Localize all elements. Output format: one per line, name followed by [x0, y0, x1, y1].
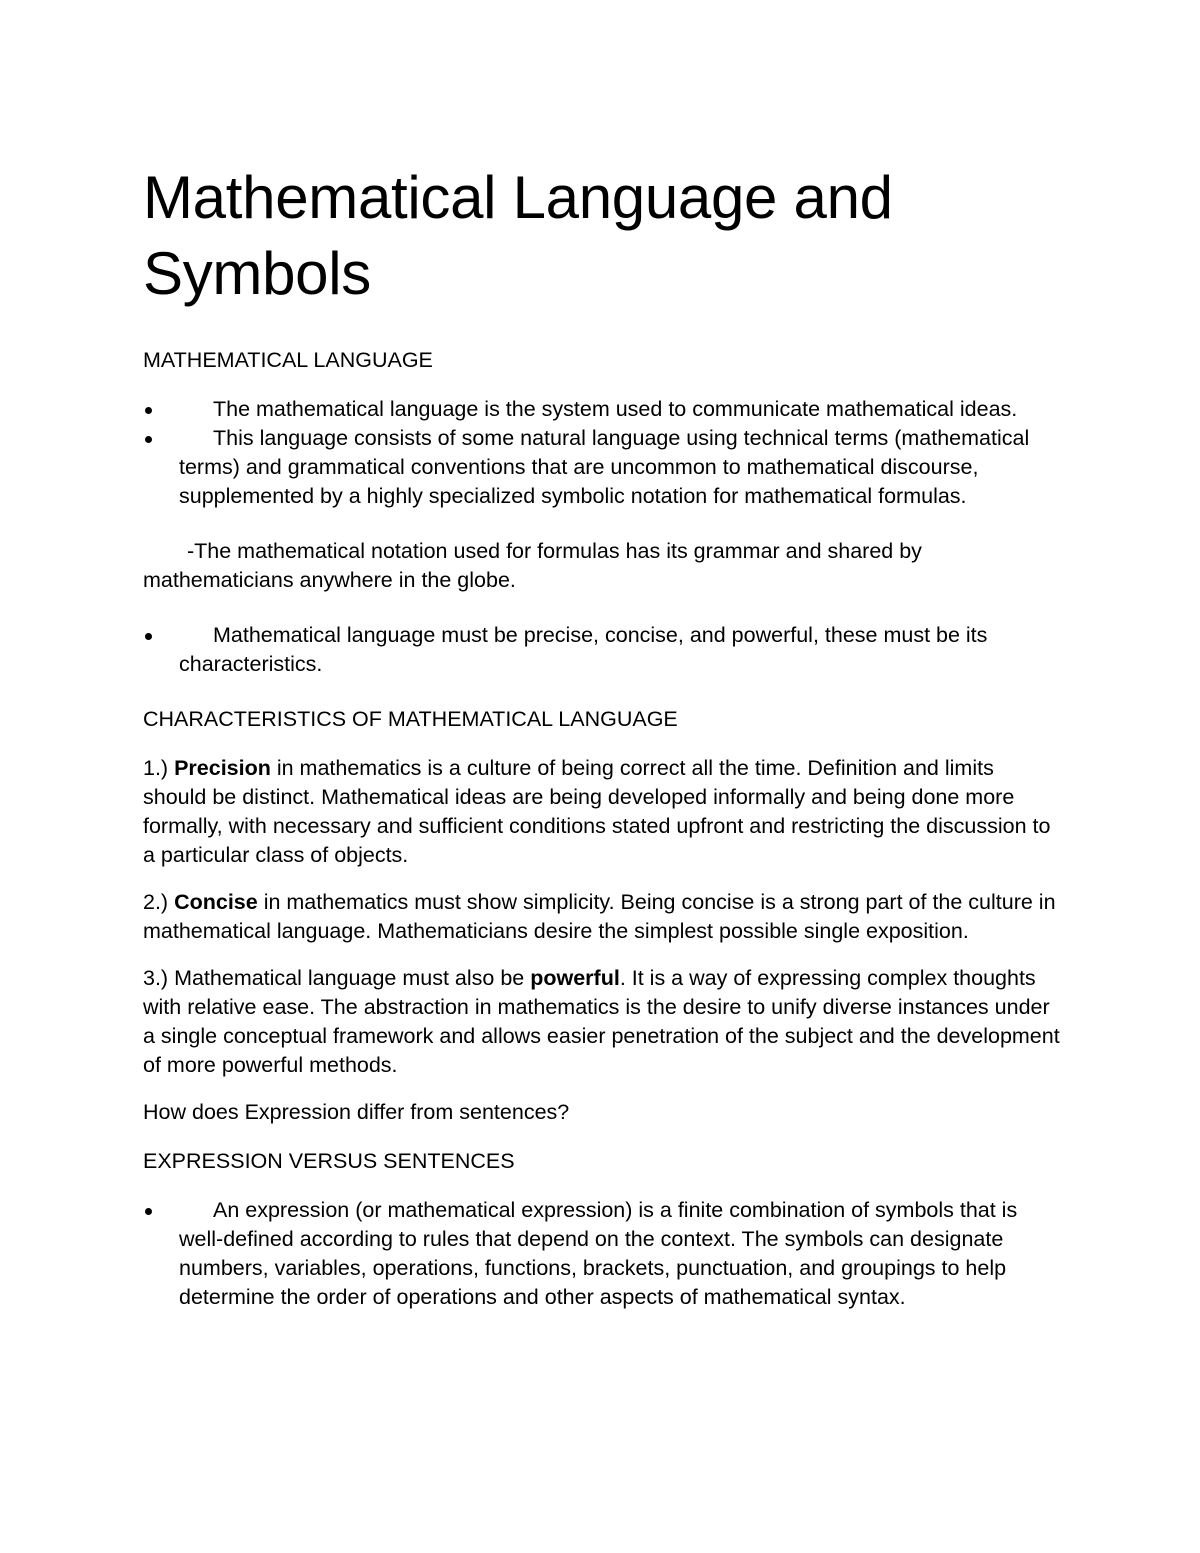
- list-item-text: This language consists of some natural language using technical terms (mathematical terms) and grammatical conventions that are uncommon to mathematical discourse, supplemented by a highly specialized symbolic notation for mathematical formulas.: [179, 426, 1030, 508]
- list-item: [143, 621, 1063, 679]
- list-item: [143, 1196, 1063, 1312]
- characteristic-text: in mathematics must show simplicity. Being concise is a strong part of the culture in mathematical language. Mathematicians desire the simplest possible single exposition.: [143, 890, 1056, 943]
- characteristic-prefix: 1.): [143, 756, 175, 780]
- list-item-text: An expression (or mathematical expression) is a finite combination of symbols that is well-defined according to rules that depend on the context. The symbols can designate numbers, variables, operations, functions, brackets, punctuation, and groupings to help determine the order of operations and other aspects of mathematical syntax.: [179, 1198, 1018, 1309]
- document-body: [143, 160, 1063, 1312]
- bullet-list-characteristics-summary: [143, 621, 1063, 679]
- bullet-icon: [145, 1208, 152, 1215]
- list-item-text: Mathematical language must be precise, concise, and powerful, these must be its characteristics.: [179, 623, 988, 676]
- bullet-list-expression: [143, 1196, 1063, 1312]
- bullet-icon: [145, 436, 152, 443]
- list-item-text: The mathematical language is the system used to communicate mathematical ideas.: [213, 397, 1018, 421]
- document-title: Mathematical Language and Symbols: [143, 164, 893, 307]
- characteristic-term: powerful: [530, 966, 620, 990]
- list-item: [143, 424, 1063, 511]
- characteristic-text: in mathematics is a culture of being correct all the time. Definition and limits should be distinct. Mathematical ideas are being developed informally and being done more formally, with necessary and sufficient conditions stated upfront and restricting the discussion to a particular class of objects.: [143, 756, 1051, 867]
- section-heading-characteristics: CHARACTERISTICS OF MATHEMATICAL LANGUAGE: [143, 707, 678, 731]
- notation-note: -The mathematical notation used for formulas has its grammar and shared by mathematicians anywhere in the globe.: [143, 539, 922, 592]
- characteristic-powerful: [143, 964, 1063, 1080]
- characteristic-term: Precision: [174, 756, 271, 780]
- bullet-icon: [145, 407, 152, 414]
- characteristic-prefix: 3.) Mathematical language must also be: [143, 966, 531, 990]
- characteristic-concise: [143, 888, 1063, 946]
- section-heading-mathematical-language: MATHEMATICAL LANGUAGE: [143, 348, 433, 372]
- characteristic-precision: [143, 754, 1063, 870]
- question-text: How does Expression differ from sentences?: [143, 1100, 570, 1124]
- section-heading-expression-versus-sentences: EXPRESSION VERSUS SENTENCES: [143, 1149, 515, 1173]
- characteristic-text: . It is a way of expressing complex thoughts with relative ease. The abstraction in mathematics is the desire to unify diverse instances under a single conceptual framework and allows easier penetration of the subject and the development of more powerful methods.: [143, 966, 1060, 1077]
- list-item: [143, 395, 1063, 424]
- bullet-icon: [145, 633, 152, 640]
- characteristic-prefix: 2.): [143, 890, 175, 914]
- bullet-list-mathematical-language: [143, 395, 1063, 511]
- characteristic-term: Concise: [174, 890, 258, 914]
